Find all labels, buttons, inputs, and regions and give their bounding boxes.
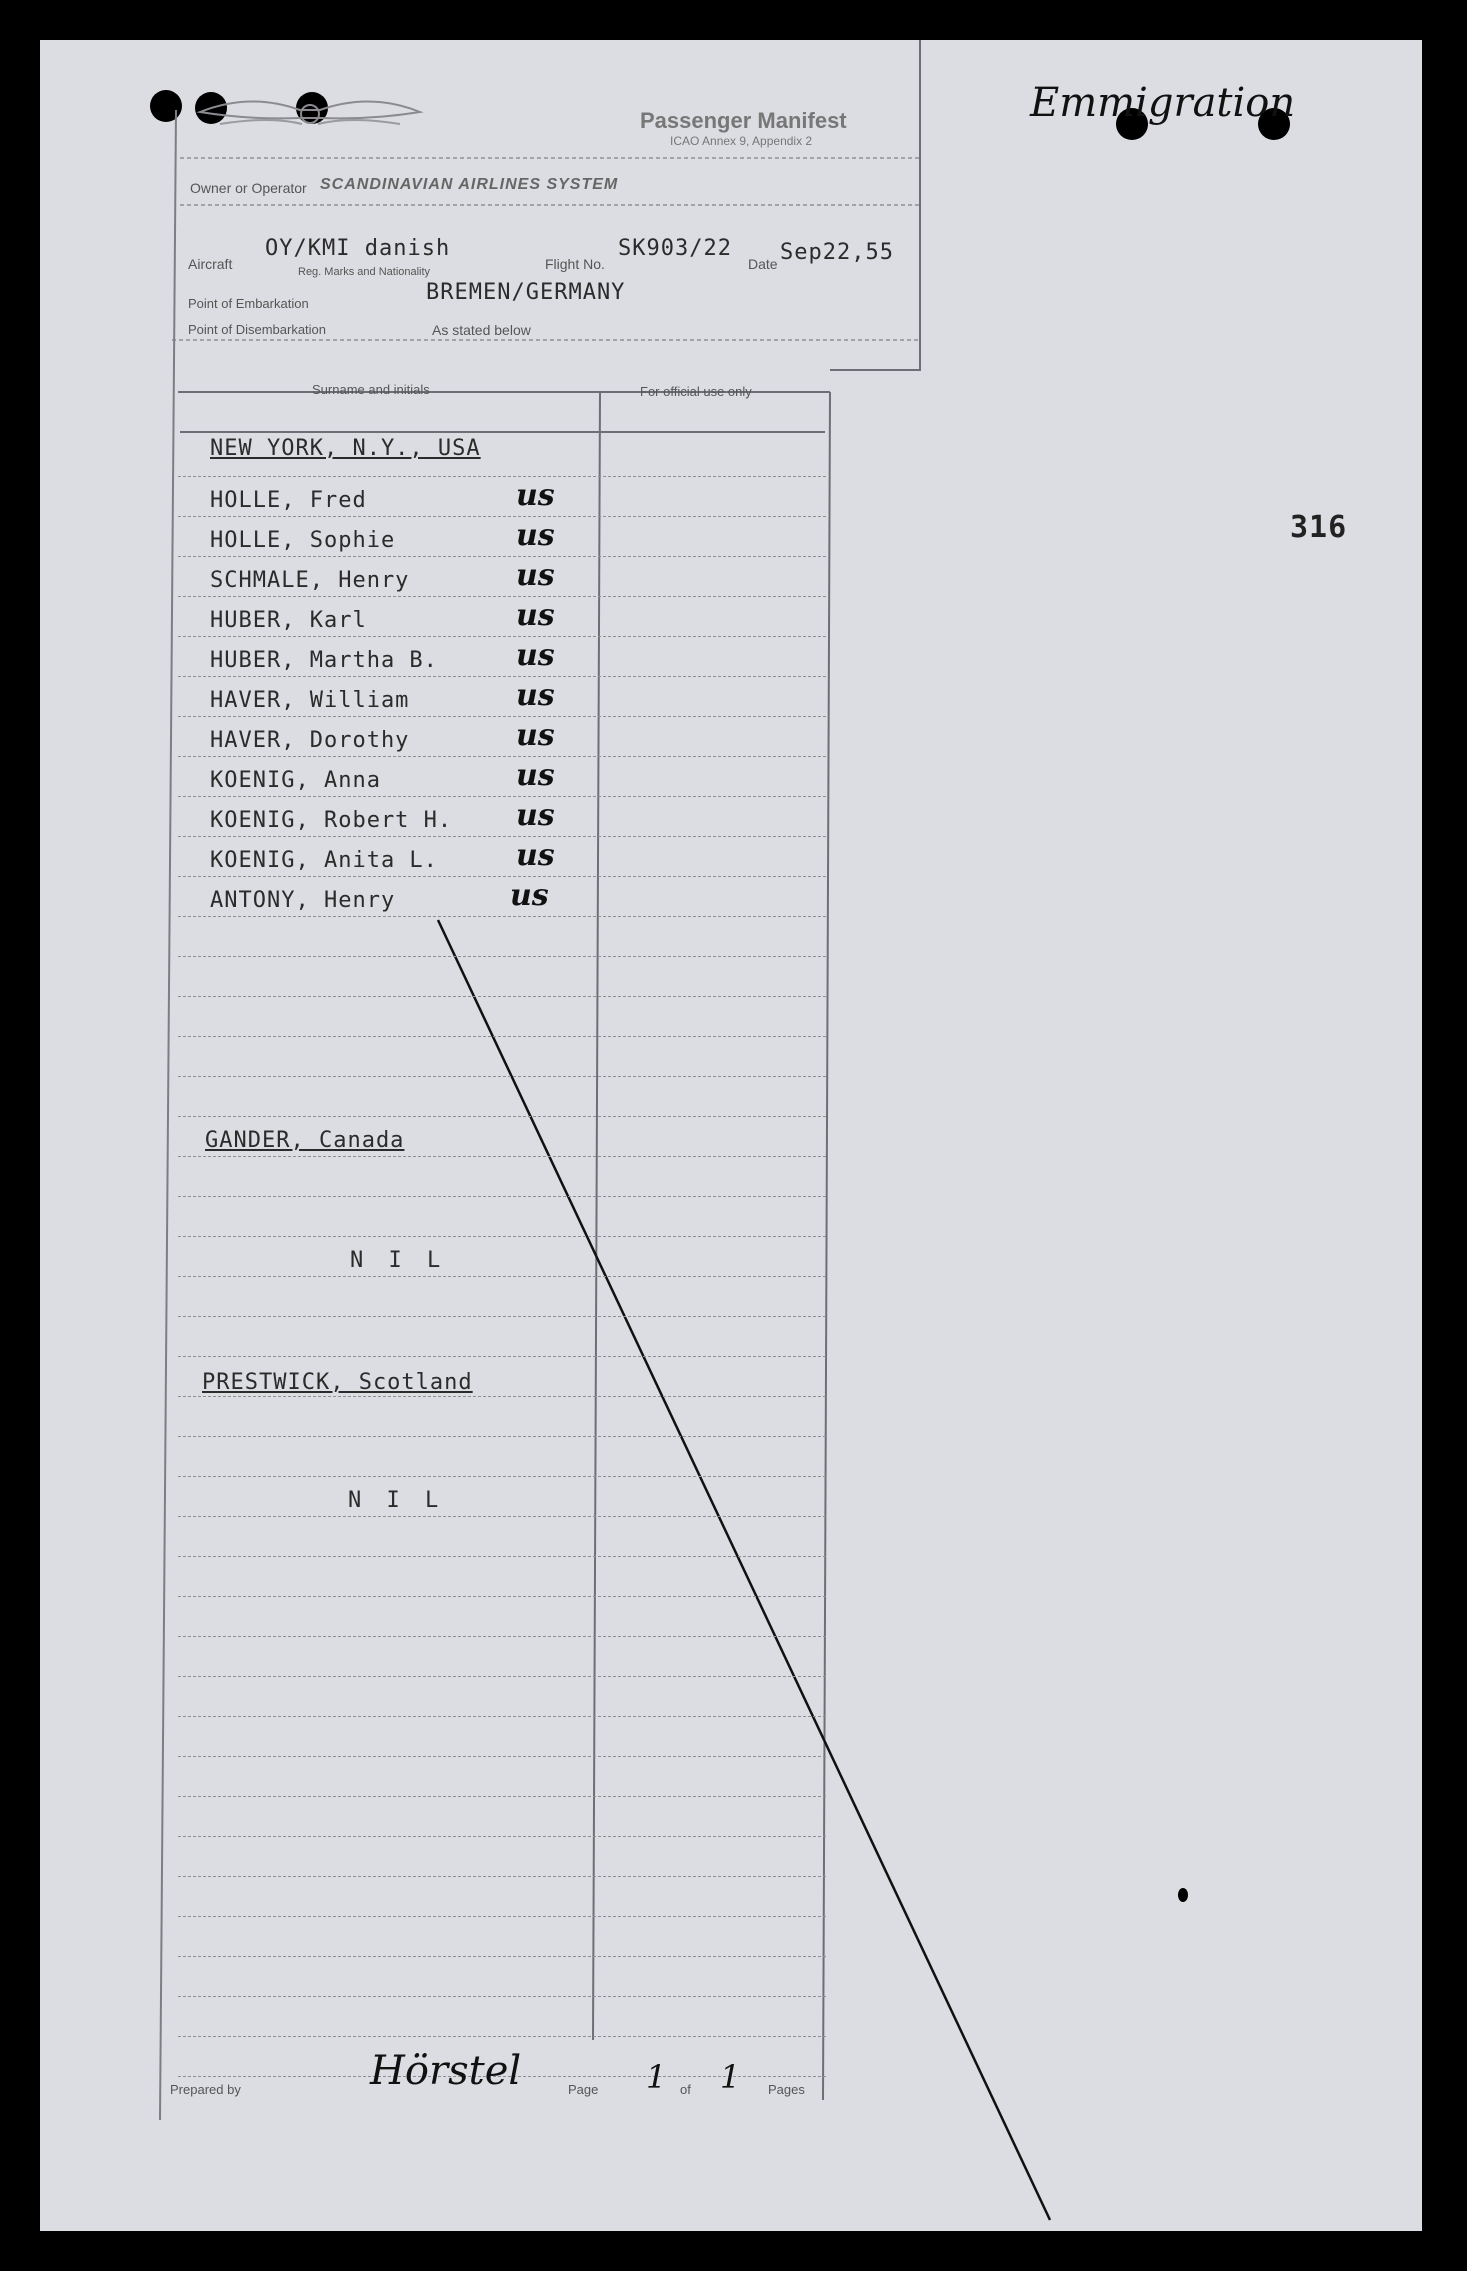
form-subtitle: ICAO Annex 9, Appendix 2 [670, 134, 813, 148]
passenger-name: SCHMALE, Henry [210, 568, 410, 593]
passenger-mark: us [516, 558, 555, 593]
passenger-name: KOENIG, Anna [210, 768, 381, 793]
section-heading: PRESTWICK, Scotland [202, 1370, 473, 1395]
embark-value: BREMEN/GERMANY [426, 280, 626, 305]
section-heading: NEW YORK, N.Y., USA [210, 436, 481, 461]
passenger-name: HUBER, Karl [210, 608, 367, 633]
passenger-name: HOLLE, Sophie [210, 528, 396, 553]
prepared-label: Prepared by [170, 2082, 241, 2097]
embark-label: Point of Embarkation [188, 296, 309, 311]
nil-text: N I L [350, 1248, 447, 1273]
passenger-mark: us [516, 518, 555, 553]
date-value: Sep22,55 [780, 240, 894, 265]
passenger-name: KOENIG, Robert H. [210, 808, 453, 833]
passenger-mark: us [516, 798, 555, 833]
page-value: 1 [646, 2058, 667, 2096]
of-value: 1 [720, 2058, 741, 2096]
flight-value: SK903/22 [618, 236, 732, 261]
section-heading: GANDER, Canada [205, 1128, 405, 1153]
col-name-header: Surname and initials [312, 382, 430, 397]
passenger-name: KOENIG, Anita L. [210, 848, 438, 873]
owner-value: SCANDINAVIAN AIRLINES SYSTEM [320, 176, 619, 193]
aircraft-value: OY/KMI danish [265, 236, 451, 261]
passenger-name: HAVER, Dorothy [210, 728, 410, 753]
passenger-name: HAVER, William [210, 688, 410, 713]
aircraft-label: Aircraft [188, 256, 233, 272]
disembark-label: Point of Disembarkation [188, 322, 327, 337]
nil-text: N I L [348, 1488, 445, 1513]
page-label: Page [568, 2082, 599, 2097]
col-official-header: For official use only [640, 384, 752, 399]
form-title: Passenger Manifest [640, 108, 847, 133]
reg-label: Reg. Marks and Nationality [298, 266, 431, 278]
date-label: Date [748, 256, 778, 272]
passenger-mark: us [516, 678, 555, 713]
manifest-page [40, 40, 1422, 2231]
disembark-value: As stated below [432, 322, 531, 338]
handwritten-note: Emmigration [1030, 80, 1296, 126]
passenger-name: HUBER, Martha B. [210, 648, 438, 673]
of-label: of [680, 2082, 691, 2097]
passenger-mark: us [516, 838, 555, 873]
prepared-signature: Hörstel [370, 2048, 522, 2094]
passenger-mark: us [516, 758, 555, 793]
passenger-mark: us [516, 718, 555, 753]
flight-label: Flight No. [545, 256, 605, 272]
passenger-mark: us [510, 878, 549, 913]
passenger-mark: us [516, 598, 555, 633]
page-number: 316 [1290, 510, 1348, 545]
passenger-name: HOLLE, Fred [210, 488, 367, 513]
passenger-mark: us [516, 638, 555, 673]
passenger-name: ANTONY, Henry [210, 888, 396, 913]
passenger-mark: us [516, 478, 555, 513]
owner-label: Owner or Operator [190, 180, 307, 196]
pages-label: Pages [768, 2082, 805, 2097]
